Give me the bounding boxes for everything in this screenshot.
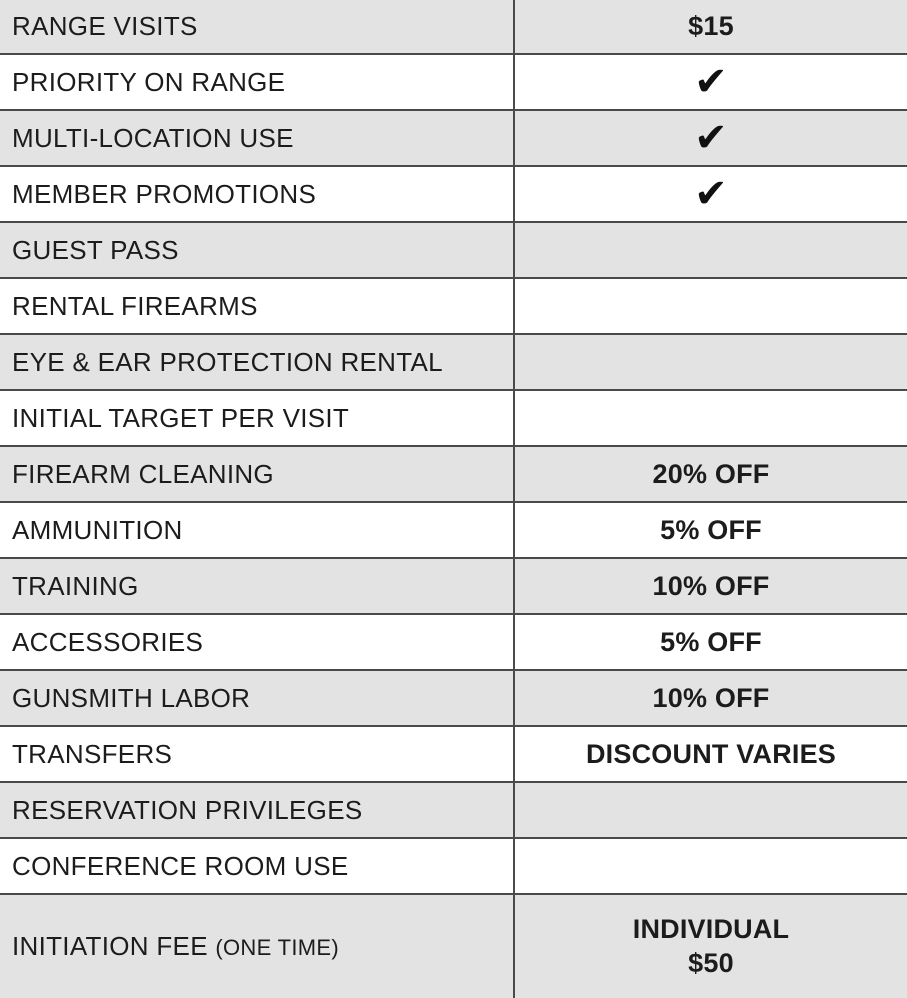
initiation-fee-label: INITIATION FEE [12, 931, 208, 961]
benefit-label [0, 894, 514, 998]
table-row-initiation-fee [0, 894, 907, 998]
benefit-value [514, 278, 907, 334]
benefit-label: GUNSMITH LABOR [0, 670, 514, 726]
table-row-multi-location-use [0, 110, 907, 166]
table-row-rental-firearms [0, 278, 907, 334]
table-row-eye-ear-protection-rental [0, 334, 907, 390]
benefit-label: ACCESSORIES [0, 614, 514, 670]
initiation-fee-sublabel: (ONE TIME) [215, 935, 339, 960]
checkmark-icon: ✔ [694, 115, 728, 161]
table-row-reservation-privileges [0, 782, 907, 838]
benefit-value [514, 334, 907, 390]
benefit-label: TRANSFERS [0, 726, 514, 782]
table-row-accessories [0, 614, 907, 670]
initiation-fee-tier: INDIVIDUAL [632, 913, 790, 944]
table-row-priority-on-range [0, 54, 907, 110]
benefit-value: DISCOUNT VARIES [514, 726, 907, 782]
benefit-label: CONFERENCE ROOM USE [0, 838, 514, 894]
benefit-label: TRAINING [0, 558, 514, 614]
benefit-value: 5% OFF [514, 614, 907, 670]
benefit-value: 10% OFF [514, 558, 907, 614]
benefit-value [514, 54, 907, 110]
table-row-initial-target-per-visit [0, 390, 907, 446]
table-row-member-promotions [0, 166, 907, 222]
benefit-value [514, 894, 907, 998]
table-row-firearm-cleaning [0, 446, 907, 502]
benefit-label: GUEST PASS [0, 222, 514, 278]
benefit-label: MEMBER PROMOTIONS [0, 166, 514, 222]
benefit-label: MULTI-LOCATION USE [0, 110, 514, 166]
benefit-value [514, 110, 907, 166]
benefit-label: FIREARM CLEANING [0, 446, 514, 502]
checkmark-icon: ✔ [694, 59, 728, 105]
benefit-value: 20% OFF [514, 446, 907, 502]
benefit-value: 10% OFF [514, 670, 907, 726]
benefit-label: RESERVATION PRIVILEGES [0, 782, 514, 838]
checkmark-icon: ✔ [694, 171, 728, 217]
table-row-gunsmith-labor [0, 670, 907, 726]
benefit-label: AMMUNITION [0, 502, 514, 558]
table-row-training [0, 558, 907, 614]
table-row-conference-room-use [0, 838, 907, 894]
benefit-label: EYE & EAR PROTECTION RENTAL [0, 334, 514, 390]
benefit-value [514, 166, 907, 222]
table-row-transfers [0, 726, 907, 782]
benefit-value [514, 222, 907, 278]
benefit-value [514, 390, 907, 446]
benefit-value: $15 [514, 0, 907, 54]
benefit-label: RENTAL FIREARMS [0, 278, 514, 334]
initiation-fee-amount: $50 [688, 947, 734, 978]
benefit-value [514, 782, 907, 838]
table-row-ammunition [0, 502, 907, 558]
benefit-label: INITIAL TARGET PER VISIT [0, 390, 514, 446]
benefit-label: RANGE VISITS [0, 0, 514, 54]
benefit-label: PRIORITY ON RANGE [0, 54, 514, 110]
benefit-value [514, 838, 907, 894]
table-row-range-visits [0, 0, 907, 54]
benefit-value: 5% OFF [514, 502, 907, 558]
table-row-guest-pass [0, 222, 907, 278]
